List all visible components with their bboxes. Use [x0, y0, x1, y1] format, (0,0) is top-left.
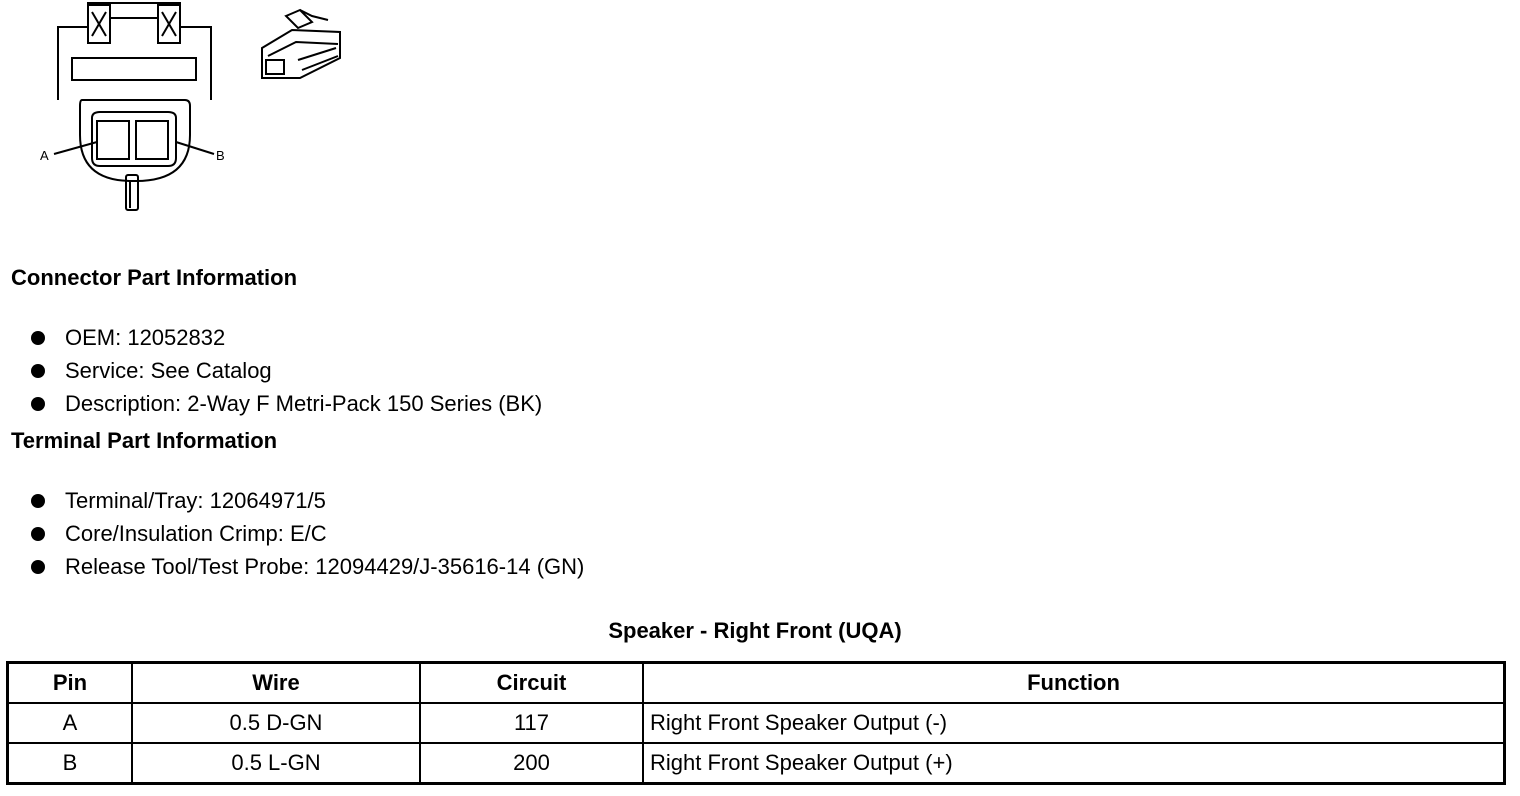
- bullet-icon: [31, 331, 45, 345]
- table-row: [8, 703, 1505, 743]
- list-item-text: Description: 2-Way F Metri-Pack 150 Series (BK): [65, 390, 543, 416]
- connector-info-heading: Connector Part Information: [11, 265, 298, 290]
- pin-label-b: B: [216, 148, 225, 163]
- connector-3d-thumbnail: [262, 10, 340, 78]
- list-item-text: Terminal/Tray: 12064971/5: [65, 487, 326, 513]
- bullet-icon: [31, 364, 45, 378]
- pin-cell: A: [8, 703, 133, 743]
- function-cell: Right Front Speaker Output (-): [643, 703, 1505, 743]
- column-header-function: Function: [643, 663, 1505, 704]
- column-header-circuit: Circuit: [420, 663, 643, 704]
- list-item: [28, 321, 542, 354]
- list-item-text: OEM: 12052832: [65, 324, 226, 350]
- list-item-text: Release Tool/Test Probe: 12094429/J-35616-14 (GN): [65, 553, 585, 579]
- pin-cell: B: [8, 743, 133, 784]
- table-row: [8, 743, 1505, 784]
- column-header-wire: Wire: [132, 663, 420, 704]
- list-item: [28, 484, 584, 517]
- wire-cell: 0.5 D-GN: [132, 703, 420, 743]
- bullet-icon: [31, 527, 45, 541]
- bullet-icon: [31, 494, 45, 508]
- connector-info-list: [28, 321, 542, 420]
- list-item-text: Service: See Catalog: [65, 357, 272, 383]
- circuit-cell: 200: [420, 743, 643, 784]
- terminal-info-list: [28, 484, 584, 583]
- function-cell: Right Front Speaker Output (+): [643, 743, 1505, 784]
- pinout-table: [6, 661, 1506, 785]
- table-header-row: [8, 663, 1505, 704]
- wire-cell: 0.5 L-GN: [132, 743, 420, 784]
- list-item: [28, 354, 542, 387]
- terminal-info-heading: Terminal Part Information: [11, 428, 278, 453]
- pinout-table-title: Speaker - Right Front (UQA): [608, 618, 902, 643]
- circuit-cell: 117: [420, 703, 643, 743]
- bullet-icon: [31, 397, 45, 411]
- list-item: [28, 517, 584, 550]
- list-item: [28, 387, 542, 420]
- pin-b-cavity: [136, 121, 168, 159]
- connector-diagram: [0, 0, 360, 220]
- pin-label-a: A: [40, 148, 49, 163]
- list-item: [28, 550, 584, 583]
- bullet-icon: [31, 560, 45, 574]
- pin-a-cavity: [97, 121, 129, 159]
- column-header-pin: Pin: [8, 663, 133, 704]
- list-item-text: Core/Insulation Crimp: E/C: [65, 520, 327, 546]
